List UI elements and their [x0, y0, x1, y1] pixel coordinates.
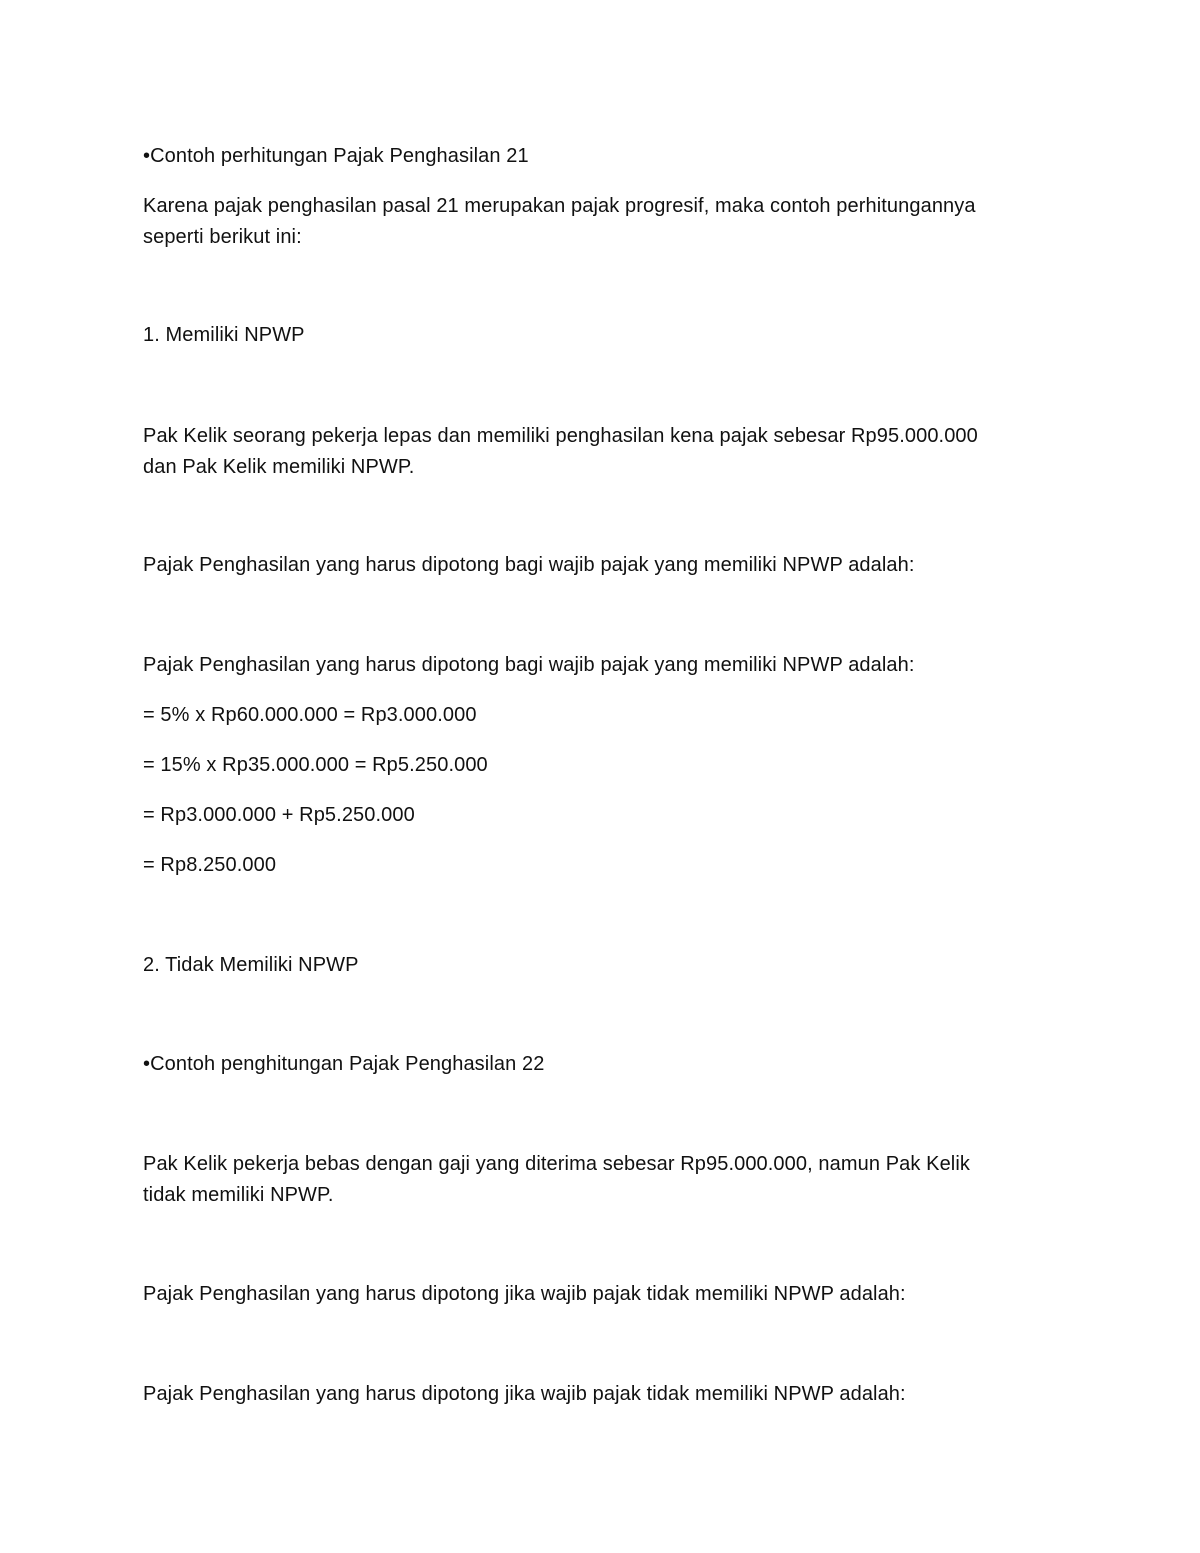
paragraph-line: Pajak Penghasilan yang harus dipotong jika wajib pajak tidak memiliki NPWP adalah:: [143, 1383, 906, 1405]
paragraph-line: Pak Kelik seorang pekerja lepas dan memiliki penghasilan kena pajak sebesar Rp95.000.000: [143, 425, 978, 447]
paragraph-line: Karena pajak penghasilan pasal 21 merupakan pajak progresif, maka contoh perhitungannya: [143, 195, 976, 217]
paragraph-line: dan Pak Kelik memiliki NPWP.: [143, 456, 415, 478]
list-item-heading: 1. Memiliki NPWP: [143, 324, 305, 346]
calculation-result: = Rp8.250.000: [143, 854, 277, 876]
section-heading-pph22: •Contoh penghitungan Pajak Penghasilan 22: [143, 1053, 545, 1075]
list-item-heading: 2. Tidak Memiliki NPWP: [143, 954, 359, 976]
paragraph-line: Pajak Penghasilan yang harus dipotong bagi wajib pajak yang memiliki NPWP adalah:: [143, 654, 915, 676]
calculation-line: = 15% x Rp35.000.000 = Rp5.250.000: [143, 754, 488, 776]
calculation-line: = Rp3.000.000 + Rp5.250.000: [143, 804, 415, 826]
paragraph-line: Pajak Penghasilan yang harus dipotong jika wajib pajak tidak memiliki NPWP adalah:: [143, 1283, 906, 1305]
paragraph-line: tidak memiliki NPWP.: [143, 1184, 334, 1206]
section-heading-pph21: •Contoh perhitungan Pajak Penghasilan 21: [143, 145, 529, 167]
paragraph-line: seperti berikut ini:: [143, 226, 302, 248]
paragraph-line: Pak Kelik pekerja bebas dengan gaji yang diterima sebesar Rp95.000.000, namun Pak Kelik: [143, 1153, 970, 1175]
paragraph-line: Pajak Penghasilan yang harus dipotong bagi wajib pajak yang memiliki NPWP adalah:: [143, 554, 915, 576]
calculation-line: = 5% x Rp60.000.000 = Rp3.000.000: [143, 704, 477, 726]
